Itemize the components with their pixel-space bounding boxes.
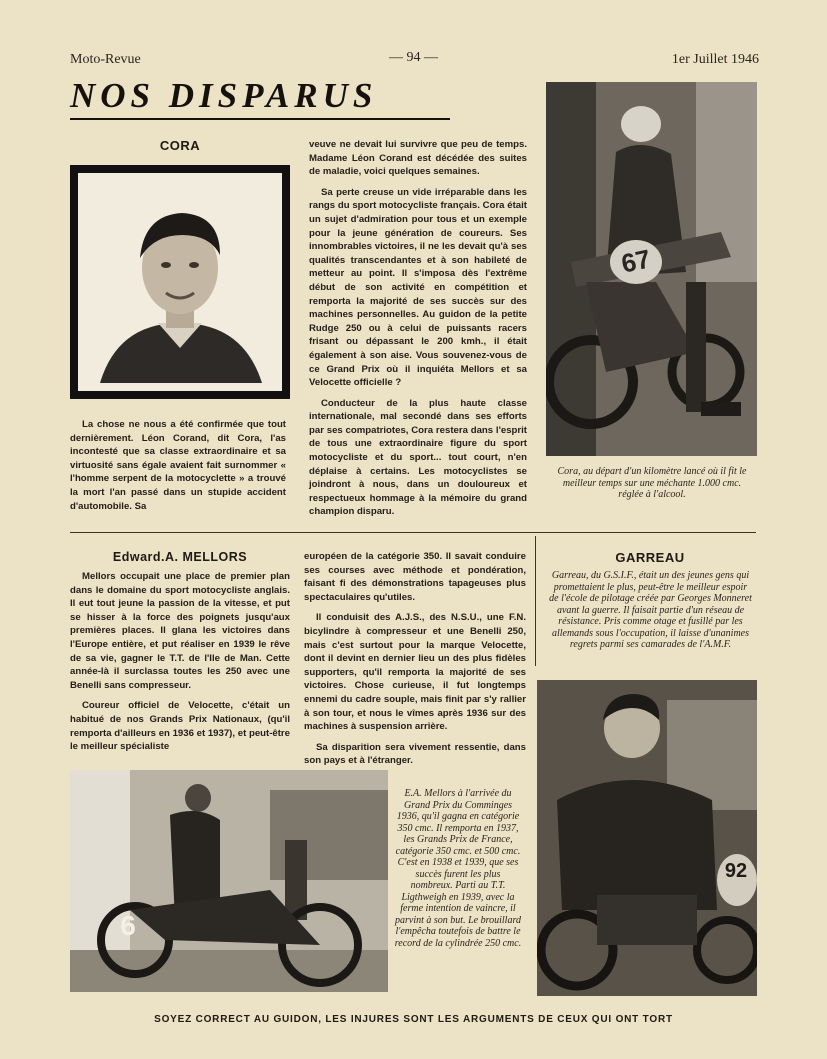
- cora-paragraph: Conducteur de la plus haute classe internationale, mal secondé dans ses efforts par ses compatriotes, Cora restera dans l'esprit de tous une extraordinaire figure du sport motocycliste et du sport... tout court, n'en déplaise à certains. Les motocyclistes se joindront à nous, dans un douloureux et respectueux hommage à la mémoire du grand champion disparu.: [309, 397, 527, 518]
- mellors-heading: Edward.A. MELLORS: [112, 550, 248, 564]
- header-magazine-name: Moto-Revue: [70, 52, 141, 67]
- mellors-column-2: [304, 550, 526, 775]
- cora-portrait: [78, 173, 282, 391]
- garreau-race-number: 92: [724, 860, 748, 882]
- title-underline: [70, 118, 450, 120]
- mellors-paragraph: européen de la catégorie 350. Il savait conduire ses courses avec méthode et pondération, faisant fi des démonstrations tapageuses plus spectaculaires qu'utiles.: [304, 551, 526, 603]
- cora-portrait-frame: [70, 165, 290, 399]
- mellors-photo-illustration: [70, 770, 388, 992]
- mellors-paragraph: Coureur officiel de Velocette, c'était un habitué de nos Grands Prix Nationaux, (qu'il remporta d'ailleurs en 1936 et 1937), et peut-être le meilleur spécialiste: [70, 700, 290, 753]
- footer-slogan: SOYEZ CORRECT AU GUIDON, LES INJURES SONT LES ARGUMENTS DE CEUX QUI ONT TORT: [154, 1014, 673, 1025]
- cora-photo-caption: Cora, au départ d'un kilomètre lancé où il fit le meilleur temps sur une méchante 1.000 cmc. réglée à l'alcool.: [557, 466, 747, 500]
- garreau-heading: GARREAU: [615, 550, 685, 565]
- mellors-photo-caption: E.A. Mellors à l'arrivée du Grand Prix du Comminges 1936, qu'il gagna en catégorie 350 cmc. Il remporta en 1937, les Grands Prix de France, catégorie 350 cmc. et 500 cmc. C'est en 1938 et 1939, que ses succès furent les plus nombreux. Parti au T.T. Ligthweigh en 1939, avec la ferme intention de vaincre, il parvint à son but. Le brouillard l'empêcha toutefois de battre le record de la cylindrée 250 cmc.: [394, 788, 522, 949]
- section-divider: [70, 532, 756, 533]
- mellors-race-photo: [70, 770, 388, 992]
- header-page-number: — 94 —: [389, 50, 438, 65]
- cora-race-photo: [546, 82, 757, 456]
- header-date: 1er Juillet 1946: [671, 52, 759, 67]
- cora-paragraph: Sa perte creuse un vide irréparable dans les rangs du sport motocycliste français. Cora était un sujet d'admiration pour tous et un exemple pour la jeune génération de coureurs. Ses innombrables victoires, il ne les devait qu'à ses qualités transcendantes et à son habileté de metteur au point. Il s'imposa dès l'extrême début de son activité en compétition et remporta la majorité de ses succès sur des machines personnelles. Au guidon de la petite Rudge 250 ou à celui de puissants racers frisant ou dépassant le 200 kmh., il était également à son aise. Vous souvenez-vous de ce Grand Prix où il inquiéta Mellors et sa Velocette officielle ?: [309, 186, 527, 389]
- cora-heading: CORA: [159, 138, 201, 153]
- mellors-paragraph: Mellors occupait une place de premier plan dans le domaine du sport motocycliste anglais. Il eut tout jeune la passion de la vitesse, et put se hisser à la force des poignets jusqu'aux premières places. Il glana les victoires dans l'Europe entière, et put réaliser en 1939 le rêve de sa vie, gagner le T.T. de l'Ile de Man. Cette année-là il surclassa toutes les 250 avec une Benelli sans compresseur.: [70, 571, 290, 691]
- cora-text-1: La chose ne nous a été confirmée que tout dernièrement. Léon Corand, dit Cora, l'as incontesté que sa classe extraordinaire et sa virtuosité sans égale avaient fait surnommer « l'homme serpent de la motocyclette » a trouvé la mort l'an passé dans un stupide accident d'automobile. Sa: [70, 419, 286, 512]
- garreau-race-photo: [537, 680, 757, 996]
- mellors-paragraph: Sa disparition sera vivement ressentie, dans son pays et à l'étranger.: [304, 741, 526, 767]
- cora-paragraph: veuve ne devait lui survivre que peu de temps. Madame Léon Corand est décédée des suites de maladie, voici quelques semaines.: [309, 139, 527, 178]
- garreau-text: Garreau, du G.S.I.F., était un des jeunes gens qui promettaient le plus, peut-être le meilleur espoir de l'école de pilotage créée par Georges Monneret avant la guerre. Il faisait partie d'un réseau de résistance. Pris comme otage et fusillé par les allemands sous l'occupation, il laisse d'unanimes regrets parmi ses camarades de l'A.M.F.: [549, 570, 752, 650]
- column-divider: [535, 536, 536, 666]
- mellors-race-number: 6: [120, 910, 136, 941]
- page-title: NOS DISPARUS: [70, 76, 378, 115]
- garreau-photo-illustration: [537, 680, 757, 996]
- mellors-paragraph: Il conduisit des A.J.S., des N.S.U., une F.N. bicylindre à compresseur et une Benelli 250, mais c'est surtout pour la marque Velocette, dont il devint en dernier lieu un des plus fidèles supporters, qu'il remporta la majorité de ses victoires. Chose curieuse, il fut longtemps ennemi du cadre souple, mais finit par s'y rallier à son tour, et nous le vîmes après 1936 sur des machines à suspension arrière.: [304, 612, 526, 733]
- cora-column-2: [309, 138, 527, 526]
- mellors-column-1: [70, 570, 290, 761]
- portrait-illustration: [78, 173, 282, 391]
- cora-column-1: [70, 418, 286, 520]
- cora-race-number: 67: [618, 243, 654, 279]
